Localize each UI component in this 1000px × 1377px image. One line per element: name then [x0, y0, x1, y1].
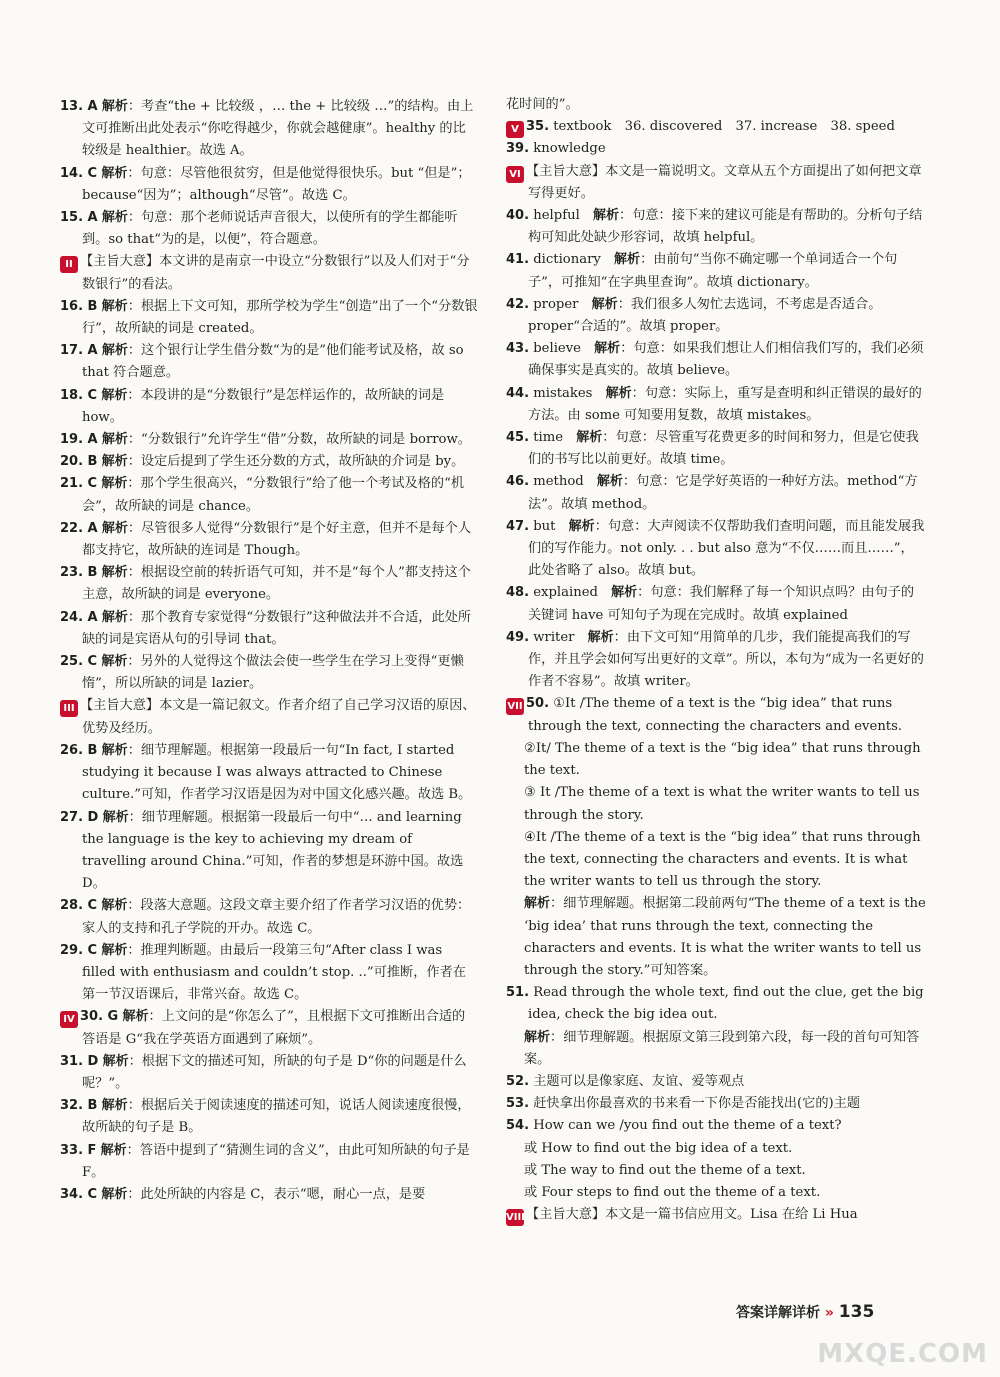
question-number: 44. — [506, 385, 530, 401]
answer-word: writer — [533, 629, 575, 645]
question-number: 33. F — [60, 1142, 97, 1158]
answer-item — [506, 383, 926, 427]
answer-item — [506, 94, 926, 116]
analysis-label: 解析 — [101, 654, 128, 670]
answer-item — [506, 471, 926, 515]
item-text: ：细节理解题。根据原文第三段到第六段，每一段的首句可知答案。 — [524, 1029, 920, 1067]
answer-item — [60, 207, 478, 251]
analysis-label: 解析 — [101, 165, 128, 181]
analysis-line — [506, 893, 926, 982]
analysis-label: 解析 — [591, 296, 618, 312]
answer-item — [60, 562, 478, 606]
item-text: textbook 36. discovered 37. increase 38. speed — [553, 119, 895, 135]
watermark-logo: MXQE.COM — [817, 1339, 988, 1369]
answer-word: believe — [533, 341, 581, 357]
item-text: ：句意：它是学好英语的一种好方法。method“方法”。故填 method。 — [528, 474, 918, 512]
question-number: 51. — [506, 985, 530, 1001]
answer-item — [60, 1051, 478, 1095]
analysis-label: 解析 — [100, 1142, 127, 1158]
answer-item — [506, 1115, 926, 1137]
answer-option: 或 How to find out the big idea of a text. — [524, 1140, 793, 1156]
answer-item — [60, 1006, 478, 1050]
item-text: ：这个银行让学生借分数“为的是”他们能考试及格，故 so that 符合题意。 — [82, 343, 464, 381]
question-number: 21. C — [60, 476, 98, 492]
answer-item — [60, 163, 478, 207]
analysis-label: 解析 — [101, 898, 128, 914]
question-number: 14. C — [60, 165, 98, 181]
item-text: ：本段讲的是“分数银行”是怎样运作的，故所缺的词是 how。 — [82, 387, 445, 425]
item-text: ：那个学生很高兴，“分数银行”给了他一个考试及格的“机会”，故所缺的词是 chance。 — [82, 476, 465, 514]
item-text: Read through the whole text, find out the clue, get the big idea, check the big idea out. — [528, 985, 924, 1023]
analysis-label: 解析 — [101, 387, 128, 403]
answer-option: ④It /The theme of a text is the “big idea” that runs through the text, connecting the characters and events. It is what the writer wants to tell us through the story. — [524, 829, 921, 890]
question-number: 32. B — [60, 1098, 98, 1114]
section-badge: VII — [506, 698, 524, 715]
item-text: ：尽管很多人觉得“分数银行”是个好主意，但并不是每个人都支持它，故所缺的连词是 Though。 — [82, 520, 472, 559]
item-text: ：那个教育专家觉得“分数银行”这种做法并不合适，此处所缺的词是宾语从句的引导词 that。 — [82, 609, 472, 647]
answer-option: How can we /you find out the theme of a text? — [533, 1118, 842, 1134]
question-number: 53. — [506, 1096, 530, 1112]
item-text: 主题可以是像家庭、友谊、爱等观点 — [533, 1073, 745, 1089]
answer-item — [60, 1140, 478, 1184]
answer-item — [506, 1071, 926, 1093]
answer-item — [506, 627, 926, 694]
answer-word: but — [533, 518, 556, 534]
analysis-label: 解析 — [594, 341, 621, 357]
analysis-label: 解析 — [614, 252, 641, 268]
section-summary — [60, 251, 478, 295]
answer-word: method — [533, 474, 584, 490]
answer-item — [60, 451, 478, 473]
section-badge: III — [60, 700, 78, 717]
section-summary — [506, 1204, 926, 1226]
question-number: 19. A — [60, 432, 98, 448]
question-number: 13. A — [60, 99, 98, 114]
section-badge: VIII — [506, 1209, 524, 1226]
question-number: 39. — [506, 141, 530, 157]
answer-item — [60, 651, 478, 695]
item-text: 【主旨大意】本文是一篇记叙文。作者介绍了自己学习汉语的原因、优势及经历。 — [80, 698, 476, 736]
question-number: 50. — [526, 696, 550, 712]
question-number: 47. — [506, 518, 530, 534]
question-number: 40. — [506, 208, 530, 224]
item-text: ：“分数银行”允许学生“借”分数，故所缺的词是 borrow。 — [127, 432, 471, 448]
answer-item — [506, 516, 926, 583]
analysis-label: 解析 — [592, 208, 619, 224]
page-number: 135 — [838, 1302, 875, 1322]
answer-word: helpful — [533, 208, 580, 224]
analysis-label: 解析 — [102, 1053, 129, 1069]
item-text: ：细节理解题。根据第一段最后一句中“… and learning the language is the key to achieving my dream of travelling around China.”可知，作者的梦想是环游中国。故选 D。 — [82, 809, 464, 892]
analysis-label: 解析 — [101, 454, 128, 470]
item-text: ：我们很多人匆忙去选词，不考虑是否适合。proper“合适的”。故填 proper。 — [528, 296, 882, 335]
item-text: ：由前句“当你不确定哪一个单词适合一个句子”，可推知“在字典里查询”。故填 dictionary。 — [528, 252, 898, 290]
answer-item — [60, 607, 478, 651]
analysis-label: 解析 — [101, 1186, 128, 1202]
answer-word: explained — [533, 585, 598, 601]
answer-item — [60, 940, 478, 1007]
item-text: ：根据上下文可知，那所学校为学生“创造”出了一个“分数银行”，故所缺的词是 created。 — [82, 298, 478, 337]
item-text: ：根据设空前的转折语气可知，并不是“每个人”都支持这个主意，故所缺的词是 everyone。 — [82, 565, 471, 603]
analysis-label: 解析 — [101, 343, 128, 359]
item-text: ：句意：大声阅读不仅帮助我们查明问题，而且能发展我们的写作能力。not only. . . but also 意为“不仅……而且……”，此处省略了 also。故填 but。 — [528, 518, 925, 579]
answer-item — [60, 385, 478, 429]
question-number: 49. — [506, 629, 530, 645]
analysis-label: 解析 — [587, 629, 614, 645]
item-text: ：句意：如果我们想让人们相信我们写的，我们必须确保事实是真实的。故填 believe。 — [528, 341, 924, 379]
item-text: 赶快拿出你最喜欢的书来看一下你是否能找出(它的)主题 — [533, 1096, 861, 1112]
right-column — [506, 94, 926, 1226]
item-text: knowledge — [533, 141, 606, 157]
answer-word: proper — [533, 296, 579, 312]
item-text: ：上文问的是“你怎么了”，且根据下文可推断出合适的答语是 G“我在学英语方面遇到了麻烦”。 — [82, 1009, 466, 1047]
item-text: 花时间的”。 — [506, 97, 579, 112]
answer-option-line — [506, 827, 926, 894]
answer-item — [506, 116, 926, 138]
item-text: ：推理判断题。由最后一段第三句“After class I was filled with enthusiasm and couldn’t stop. ..”可推断，作者在第一节汉语课后，非常兴奋。故选 C。 — [82, 942, 466, 1003]
answer-item — [60, 96, 478, 163]
question-number: 24. A — [60, 609, 98, 625]
answer-word: dictionary — [533, 252, 601, 268]
question-number: 26. B — [60, 742, 98, 758]
section-badge: VI — [506, 166, 524, 183]
analysis-label: 解析 — [101, 609, 128, 625]
question-number: 54. — [506, 1118, 530, 1134]
item-text: ：段落大意题。这段文章主要介绍了作者学习汉语的优势：家人的支持和孔子学院的开办。故选 C。 — [82, 898, 471, 936]
item-text: ：句意：接下来的建议可能是有帮助的。分析句子结构可知此处缺少形容词，故填 helpful。 — [528, 208, 923, 246]
analysis-label: 解析 — [596, 474, 623, 490]
analysis-label: 解析 — [102, 809, 129, 825]
answer-item — [60, 895, 478, 939]
answer-option-line — [506, 1182, 926, 1204]
question-number: 22. A — [60, 520, 98, 536]
answer-word: mistakes — [533, 385, 593, 401]
section-badge: IV — [60, 1011, 78, 1028]
answer-item — [506, 693, 926, 737]
question-number: 34. C — [60, 1186, 98, 1202]
section-badge: V — [506, 121, 524, 138]
answer-item — [60, 473, 478, 517]
item-text: ：句意：实际上，重写是查明和纠正错误的最好的方法。由 some 可知要用复数，故填 mistakes。 — [528, 385, 922, 423]
question-number: 48. — [506, 585, 530, 601]
answer-item — [506, 582, 926, 626]
question-number: 23. B — [60, 565, 98, 581]
answer-item — [506, 427, 926, 471]
answer-item — [60, 340, 478, 384]
analysis-label: 解析 — [101, 298, 128, 314]
analysis-label: 解析 — [101, 99, 128, 114]
answer-item — [60, 296, 478, 340]
answer-option-line — [506, 782, 926, 826]
answer-item — [60, 1184, 478, 1206]
item-text: ：根据下文的描述可知，所缺的句子是 D“你的问题是什么呢？”。 — [82, 1053, 467, 1091]
analysis-label: 解析 — [101, 476, 128, 492]
question-number: 28. C — [60, 898, 98, 914]
answer-option-line — [506, 1160, 926, 1182]
analysis-label: 解析 — [605, 385, 632, 401]
item-text: ：此处所缺的内容是 C，表示“嗯，耐心一点，是要 — [127, 1186, 426, 1202]
item-text: ：由下文可知“用简单的几步，我们能提高我们的写作，并且学会如何写出更好的文章”。所以，本句为“成为一名更好的作者不容易”。故填 writer。 — [528, 629, 924, 690]
analysis-label: 解析 — [101, 210, 128, 226]
question-number: 25. C — [60, 654, 98, 670]
answer-option-line — [506, 1138, 926, 1160]
item-text: ：考查“the + 比较级 ，… the + 比较级 …”的结构。由上文可推断出此处表示“你吃得越少，你就会越健康”。healthy 的比较级是 healthier。故选 A。 — [82, 99, 474, 159]
footer-label: 答案详解详析 — [736, 1305, 820, 1321]
question-number: 18. C — [60, 387, 98, 403]
question-number: 20. B — [60, 454, 98, 470]
item-text: 【主旨大意】本文讲的是南京一中设立“分数银行”以及人们对于“分数银行”的看法。 — [80, 254, 470, 292]
analysis-label: 解析 — [101, 742, 128, 758]
analysis-label: 解析 — [576, 430, 603, 446]
question-number: 17. A — [60, 343, 98, 359]
item-text: ：根据后关于阅读速度的描述可知，说话人阅读速度很慢，故所缺的句子是 B。 — [82, 1098, 471, 1136]
question-number: 41. — [506, 252, 530, 268]
double-arrow-icon: » — [824, 1305, 834, 1321]
answer-item — [506, 138, 926, 160]
answer-item — [506, 249, 926, 293]
question-number: 42. — [506, 296, 530, 312]
answer-item — [60, 429, 478, 451]
answer-option: 或 Four steps to find out the theme of a text. — [524, 1184, 821, 1200]
question-number: 15. A — [60, 210, 98, 226]
answer-word: time — [533, 430, 564, 446]
question-number: 29. C — [60, 942, 98, 958]
analysis-label: 解析 — [101, 432, 128, 448]
question-number: 45. — [506, 430, 530, 446]
answer-item — [60, 518, 478, 562]
analysis-label: 解析 — [101, 565, 128, 581]
item-text: ：句意：那个老师说话声音很大，以使所有的学生都能听到。so that“为的是，以便”，符合题意。 — [82, 210, 458, 248]
item-text: ：细节理解题。根据第一段最后一句“In fact, I started studying it because I was always attracted to Chinese culture.”可知，作者学习汉语是因为对中国文化感兴趣。故选 B。 — [82, 742, 472, 803]
answer-option: 或 The way to find out the theme of a text. — [524, 1162, 806, 1178]
answer-item — [506, 294, 926, 338]
answer-option: ③ It /The theme of a text is what the writer wants to tell us through the story. — [524, 785, 920, 823]
question-number: 52. — [506, 1073, 530, 1089]
answer-item — [60, 740, 478, 807]
section-summary — [506, 161, 926, 205]
item-text: ：设定后提到了学生还分数的方式，故所缺的介词是 by。 — [127, 454, 465, 470]
analysis-label: 解析 — [524, 896, 551, 912]
question-number: 27. D — [60, 809, 99, 825]
question-number: 46. — [506, 474, 530, 490]
answer-option: ②It/ The theme of a text is the “big idea” that runs through the text. — [524, 740, 921, 779]
question-number: 16. B — [60, 298, 98, 314]
question-number: 31. D — [60, 1053, 99, 1069]
answer-item — [60, 1095, 478, 1139]
section-badge: II — [60, 256, 78, 273]
analysis-label: 解析 — [101, 1098, 128, 1114]
analysis-label: 解析 — [122, 1009, 149, 1025]
item-text: ：细节理解题。根据第二段前两句“The theme of a text is the ‘big idea’ that runs through the text, connecting the characters and events. It is what the writer wants to tell us through the story.”可知答案。 — [524, 896, 926, 978]
answer-item — [506, 338, 926, 382]
page-footer — [736, 1302, 874, 1322]
answer-item — [506, 982, 926, 1026]
answer-item — [60, 807, 478, 896]
item-text: ：答语中提到了“猜测生词的含义”，由此可知所缺的句子是 F。 — [82, 1142, 470, 1180]
analysis-line — [506, 1027, 926, 1071]
item-text: ：另外的人觉得这个做法会使一些学生在学习上变得“更懒惰”，所以所缺的词是 lazier。 — [82, 654, 464, 692]
analysis-label: 解析 — [101, 942, 128, 958]
answer-item — [506, 1093, 926, 1115]
left-column — [60, 96, 478, 1206]
item-text: 【主旨大意】本文是一篇说明文。文章从五个方面提出了如何把文章写得更好。 — [526, 163, 922, 201]
question-number: 30. G — [80, 1009, 119, 1025]
analysis-label: 解析 — [568, 518, 595, 534]
section-summary — [60, 695, 478, 739]
answer-option-line — [506, 738, 926, 782]
item-text: ：句意：尽管重写花费更多的时间和努力，但是它使我们的书写比以前更好。故填 time。 — [528, 430, 919, 468]
analysis-label: 解析 — [611, 585, 638, 601]
question-number: 35. — [526, 119, 550, 135]
analysis-label: 解析 — [101, 520, 128, 536]
item-text: ：句意：尽管他很贫穷，但是他觉得很快乐。but “但是”；because“因为”；although“尽管”。故选 C。 — [82, 165, 471, 203]
answer-option: ①It /The theme of a text is the “big idea” that runs through the text, connecting the characters and events. — [528, 696, 903, 734]
item-text: ：句意：我们解释了每一个知识点吗？由句子的关键词 have 可知句子为现在完成时。故填 explained — [528, 585, 915, 623]
answer-item — [506, 205, 926, 249]
item-text: 【主旨大意】本文是一篇书信应用文。Lisa 在给 Li Hua — [526, 1207, 858, 1223]
question-number: 43. — [506, 341, 530, 357]
analysis-label: 解析 — [524, 1029, 551, 1045]
